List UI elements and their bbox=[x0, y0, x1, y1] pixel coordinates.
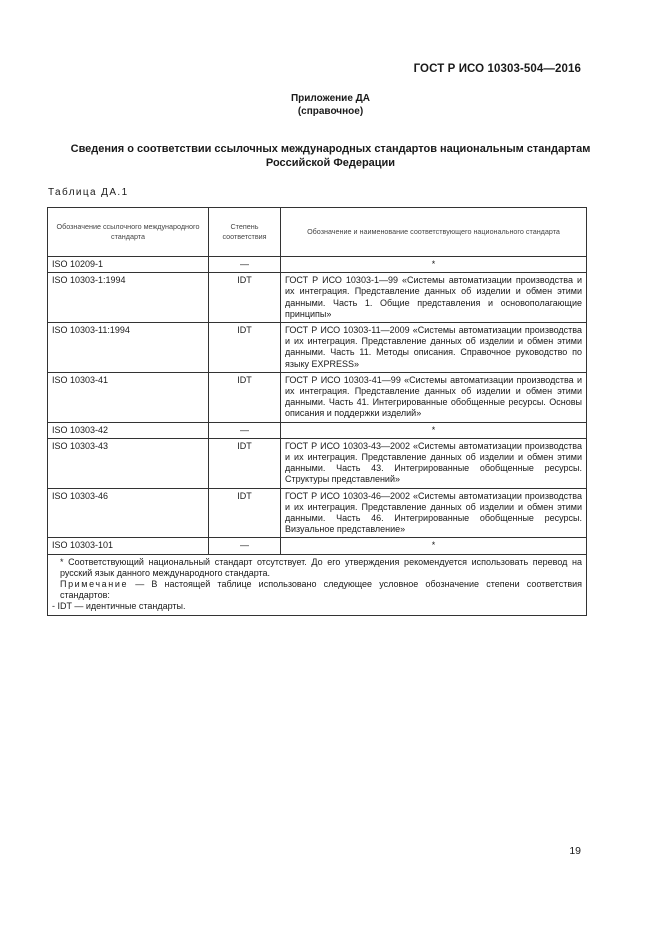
note-label: Примечание bbox=[60, 579, 129, 590]
cell-national: ГОСТ Р ИСО 10303-43—2002 «Системы автоматизации производства и их интеграция. Представление данных об изделии и обмен этими данными. Часть 43. Интегрированные обобщенные ресурсы. Структуры представлений» bbox=[281, 438, 587, 488]
cell-standard: ISO 10303-41 bbox=[48, 372, 209, 422]
cell-national: * bbox=[281, 257, 587, 273]
cell-national: * bbox=[281, 422, 587, 438]
cell-standard: ISO 10303-43 bbox=[48, 438, 209, 488]
section-title: Сведения о соответствии ссылочных международных стандартов национальным стандартам Российской Федерации bbox=[70, 143, 591, 169]
cell-national: ГОСТ Р ИСО 10303-11—2009 «Системы автоматизации производства и их интеграция. Представление данных об изделии и обмен этими данными. Часть 11. Методы описания. Справочное руководство по языку EXPRESS» bbox=[281, 323, 587, 373]
cell-degree: — bbox=[209, 257, 281, 273]
table-row bbox=[48, 488, 587, 538]
cell-degree: IDT bbox=[209, 438, 281, 488]
cell-degree: IDT bbox=[209, 323, 281, 373]
cell-standard: ISO 10303-1:1994 bbox=[48, 273, 209, 323]
table-row bbox=[48, 273, 587, 323]
table-row bbox=[48, 372, 587, 422]
cell-national: ГОСТ Р ИСО 10303-41—99 «Системы автоматизации производства и их интеграция. Представление данных об изделии и обмен этими данными. Часть 41. Интегрированные обобщенные ресурсы. Основы описания и поддержки изделий» bbox=[281, 372, 587, 422]
cell-standard: ISO 10303-42 bbox=[48, 422, 209, 438]
cell-national: * bbox=[281, 538, 587, 554]
table-header-row bbox=[48, 208, 587, 257]
table-footnote bbox=[48, 554, 587, 615]
cell-degree: — bbox=[209, 538, 281, 554]
table-row bbox=[48, 257, 587, 273]
document-code: ГОСТ Р ИСО 10303-504—2016 bbox=[413, 63, 581, 75]
cell-degree: — bbox=[209, 422, 281, 438]
note-text: — В настоящей таблице использовано следующее условное обозначение степени соответствия стандартов: bbox=[60, 579, 582, 601]
page-number: 19 bbox=[569, 845, 581, 857]
cell-standard: ISO 10303-11:1994 bbox=[48, 323, 209, 373]
appendix-heading bbox=[0, 92, 661, 118]
table-row bbox=[48, 323, 587, 373]
table-row bbox=[48, 538, 587, 554]
idt-legend: - IDT — идентичные стандарты. bbox=[52, 601, 186, 612]
correspondence-table bbox=[47, 207, 587, 616]
table-row bbox=[48, 438, 587, 488]
table-footnote-row bbox=[48, 554, 587, 615]
cell-national: ГОСТ Р ИСО 10303-1—99 «Системы автоматизации производства и их интеграция. Представление данных об изделии и обмен этими данными. Часть 1. Общие представления и основополагающие принципы» bbox=[281, 273, 587, 323]
cell-standard: ISO 10209-1 bbox=[48, 257, 209, 273]
cell-degree: IDT bbox=[209, 372, 281, 422]
cell-standard: ISO 10303-46 bbox=[48, 488, 209, 538]
appendix-subtitle: (справочное) bbox=[297, 106, 364, 117]
appendix-title: Приложение ДА bbox=[290, 93, 371, 104]
cell-degree: IDT bbox=[209, 273, 281, 323]
table-row bbox=[48, 422, 587, 438]
cell-degree: IDT bbox=[209, 488, 281, 538]
table-note bbox=[52, 579, 582, 601]
table-caption: Таблица ДА.1 bbox=[48, 187, 129, 198]
star-footnote: * Соответствующий национальный стандарт отсутствует. До его утверждения рекомендуется использовать перевод на русский язык данного международного стандарта. bbox=[60, 556, 582, 578]
cell-national: ГОСТ Р ИСО 10303-46—2002 «Системы автоматизации производства и их интеграция. Представление данных об изделии и обмен этими данными. Часть 46. Интегрированные обобщенные ресурсы. Визуальное представление» bbox=[281, 488, 587, 538]
column-header-degree: Степень соответствия bbox=[209, 208, 281, 257]
cell-standard: ISO 10303-101 bbox=[48, 538, 209, 554]
column-header-national: Обозначение и наименование соответствующего национального стандарта bbox=[281, 208, 587, 257]
column-header-standard: Обозначение ссылочного международного стандарта bbox=[48, 208, 209, 257]
